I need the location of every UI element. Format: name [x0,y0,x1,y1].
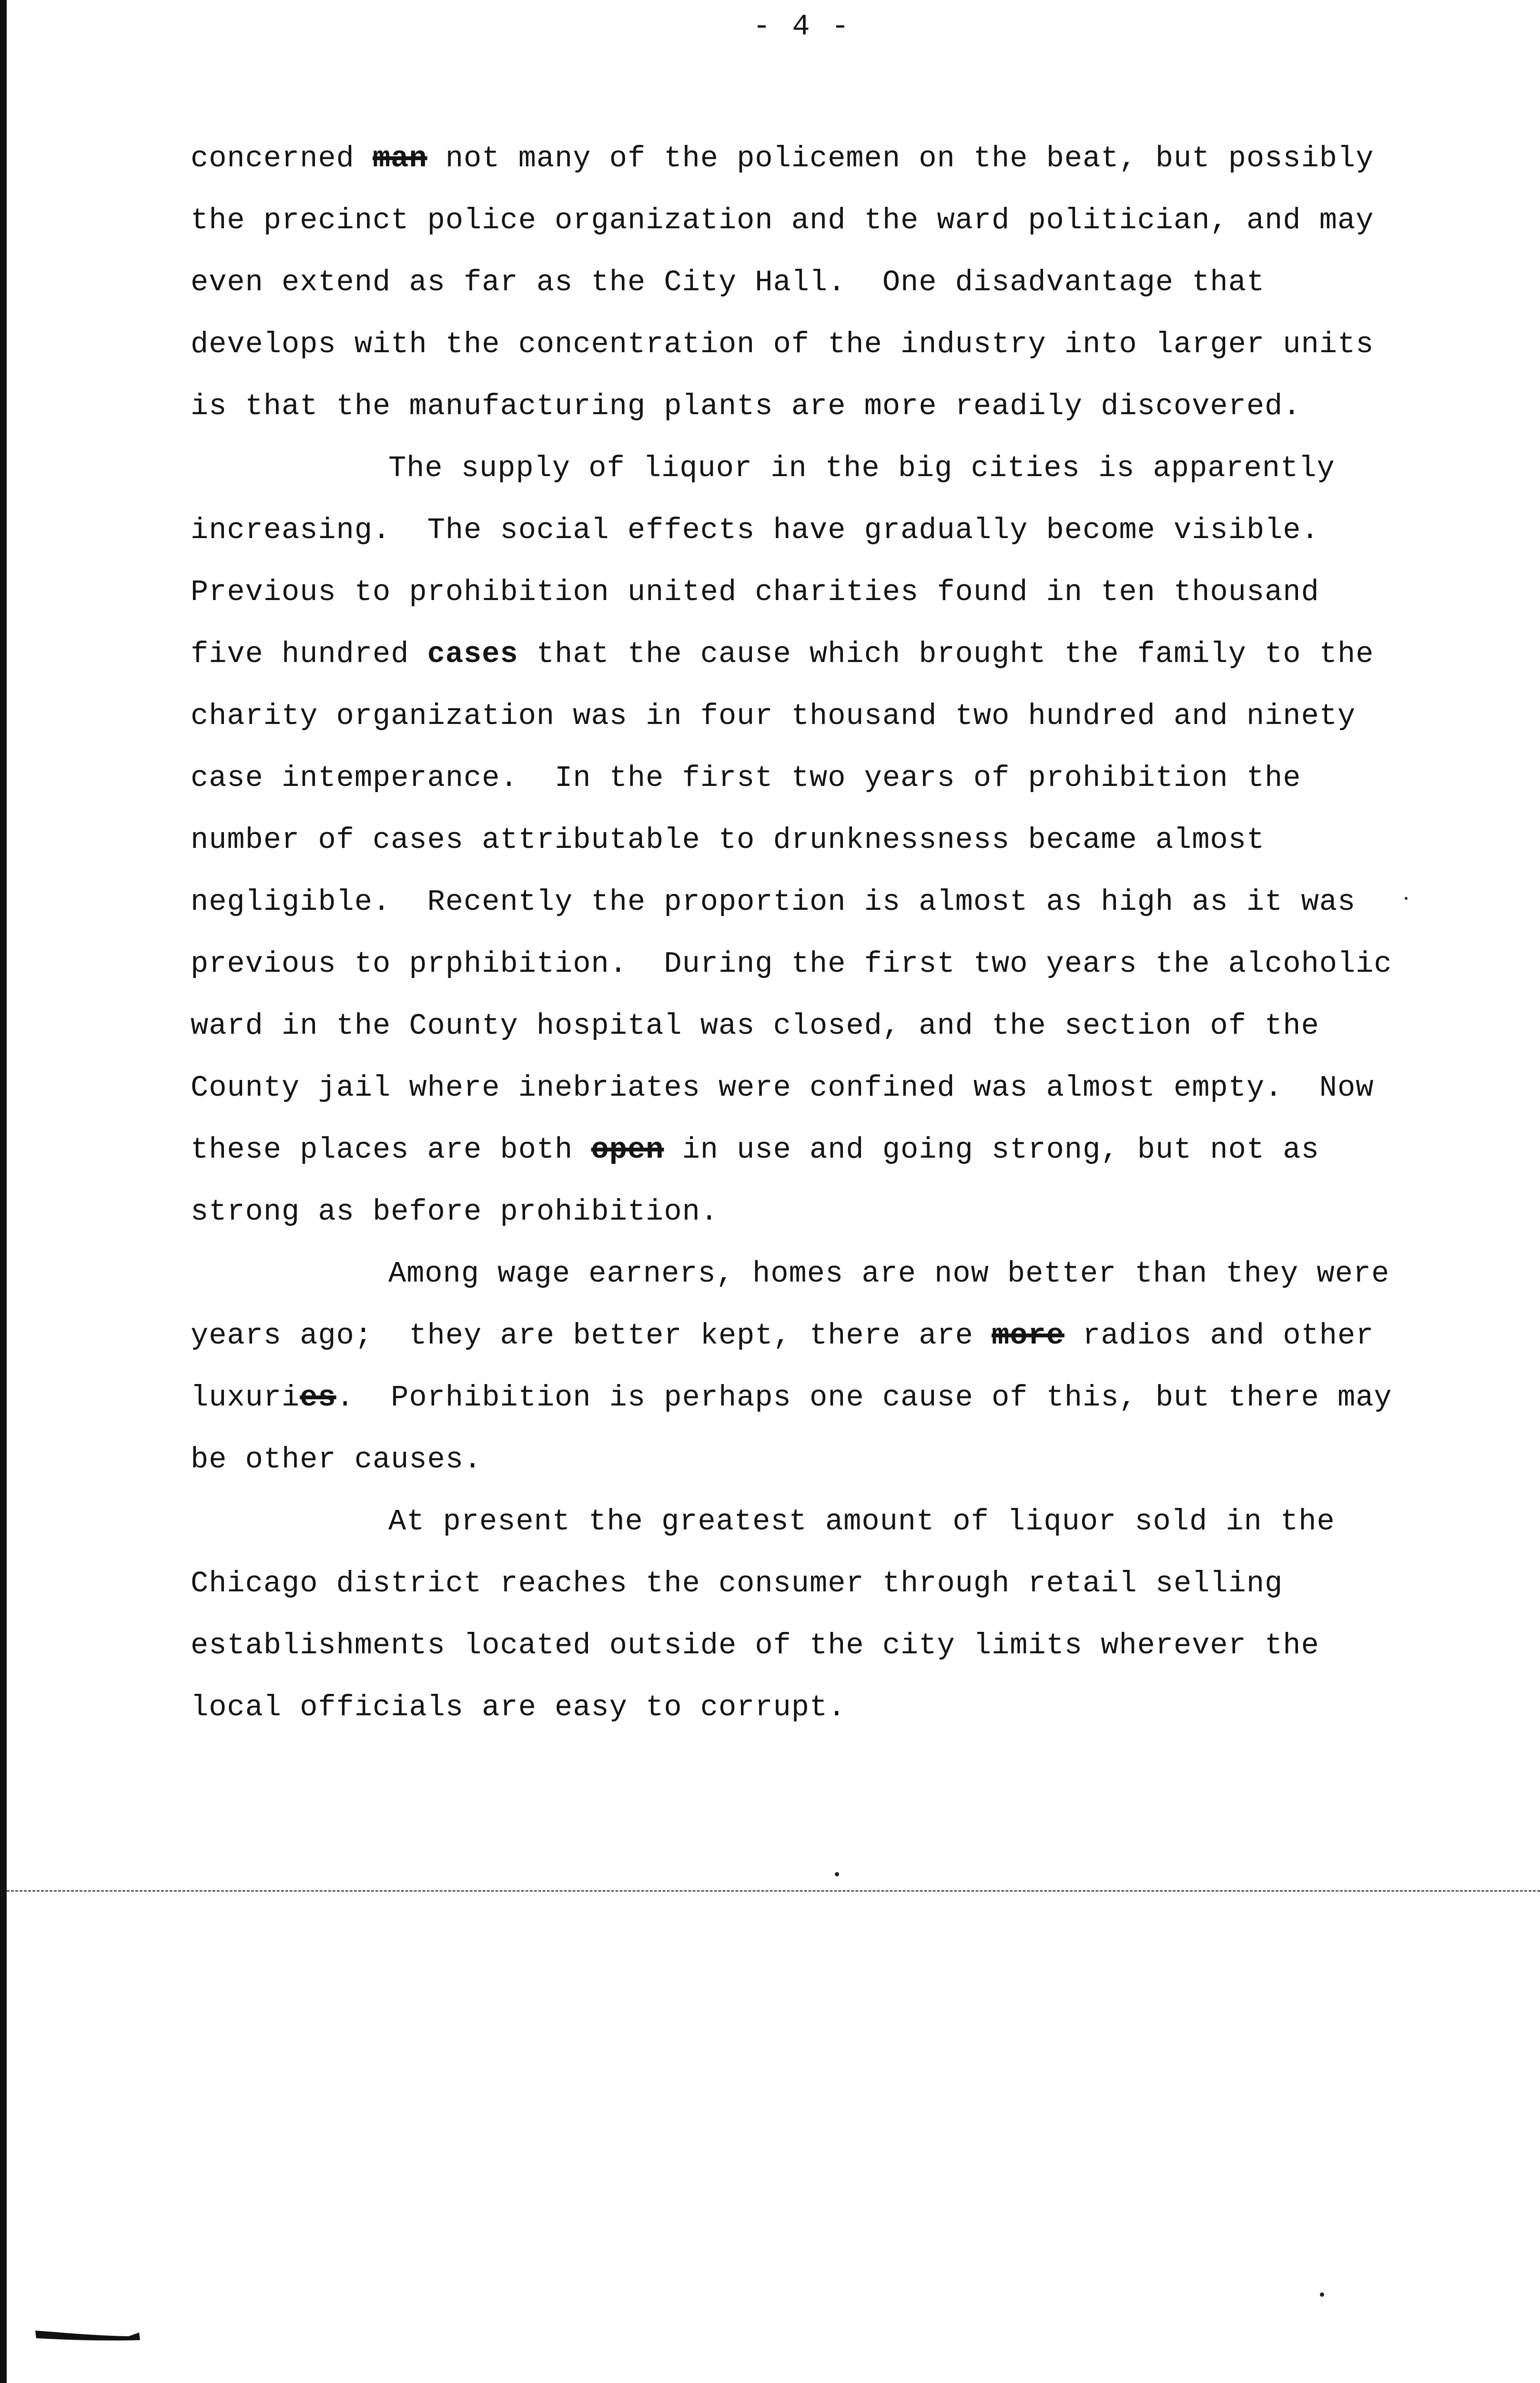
stray-mark [1405,897,1408,900]
text-line [191,1615,1429,1677]
text-line [191,1553,1429,1615]
struck-word: open [591,1133,664,1167]
page-number: - 4 - [753,10,851,43]
text-segment: that the cause which brought the family to the [518,637,1374,671]
text-segment: previous to prphibition. During the first two years the alcoholic [191,947,1392,981]
text-line [191,933,1429,995]
text-segment: establishments located outside of the city limits wherever the [191,1629,1319,1662]
text-line [191,190,1429,252]
text-line [191,809,1429,871]
text-line [191,561,1429,623]
text-line [191,1305,1429,1367]
text-segment: charity organization was in four thousand two hundred and ninety [191,699,1356,733]
text-segment: ward in the County hospital was closed, and the section of the [191,1009,1319,1043]
struck-word: es [300,1381,336,1415]
text-segment: five hundred [191,637,427,671]
pen-stroke-mark [33,2326,143,2343]
text-segment: luxuri [191,1381,300,1415]
text-segment: radios and other [1064,1319,1374,1353]
text-segment: increasing. The social effects have gradually become visible. [191,513,1319,547]
text-segment: The supply of liquor in the big cities is apparently [388,451,1335,485]
page-separator [7,1890,1540,1892]
text-segment: At present the greatest amount of liquor sold in the [388,1505,1335,1538]
text-line [191,1429,1429,1491]
text-segment: concerned [191,142,373,175]
text-segment: negligible. Recently the proportion is almost as high as it was [191,885,1356,919]
text-line [191,1677,1429,1739]
text-line [191,376,1429,438]
text-line [191,1243,1429,1305]
text-segment: strong as before prohibition. [191,1195,719,1229]
paragraph [191,1491,1429,1739]
text-segment: develops with the concentration of the industry into larger units [191,327,1374,361]
text-segment: number of cases attributable to drunknessness became almost [191,823,1265,857]
text-segment: local officials are easy to corrupt. [191,1691,846,1724]
paragraph [191,438,1429,1243]
text-line [191,1057,1429,1119]
text-segment: even extend as far as the City Hall. One disadvantage that [191,265,1265,299]
text-line [191,623,1429,685]
text-segment: years ago; they are better kept, there are [191,1319,992,1353]
text-line [191,252,1429,314]
text-line [191,499,1429,561]
text-line [191,685,1429,747]
text-line [191,314,1429,376]
stray-mark [835,1872,839,1876]
text-segment: these places are both [191,1133,591,1167]
text-segment: not many of the policemen on the beat, but possibly [427,142,1374,175]
struck-word: man [373,142,427,175]
text-segment: Chicago district reaches the consumer through retail selling [191,1567,1283,1600]
stray-mark [1320,2292,1324,2297]
paragraph [191,1243,1429,1491]
text-segment: is that the manufacturing plants are more readily discovered. [191,389,1301,423]
text-segment: the precinct police organization and the ward politician, and may [191,204,1374,237]
text-segment: in use and going strong, but not as [664,1133,1319,1167]
scan-edge [0,0,7,2383]
text-line [191,747,1429,809]
text-segment: Among wage earners, homes are now better than they were [388,1257,1390,1291]
paragraph [191,128,1429,438]
text-segment: be other causes. [191,1443,482,1477]
text-segment: case intemperance. In the first two years of prohibition the [191,761,1301,795]
text-line [191,995,1429,1057]
text-segment: Previous to prohibition united charities found in ten thousand [191,575,1319,609]
text-line [191,128,1429,190]
text-line [191,1367,1429,1429]
text-line [191,1181,1429,1243]
text-line [191,1491,1429,1553]
text-line [191,1119,1429,1181]
text-line [191,438,1429,499]
text-segment: cases [427,637,518,671]
text-segment: . Porhibition is perhaps one cause of this, but there may [336,1381,1392,1415]
text-line [191,871,1429,933]
text-segment: County jail where inebriates were confined was almost empty. Now [191,1071,1374,1105]
body-text [191,128,1429,1739]
struck-word: more [992,1319,1064,1353]
